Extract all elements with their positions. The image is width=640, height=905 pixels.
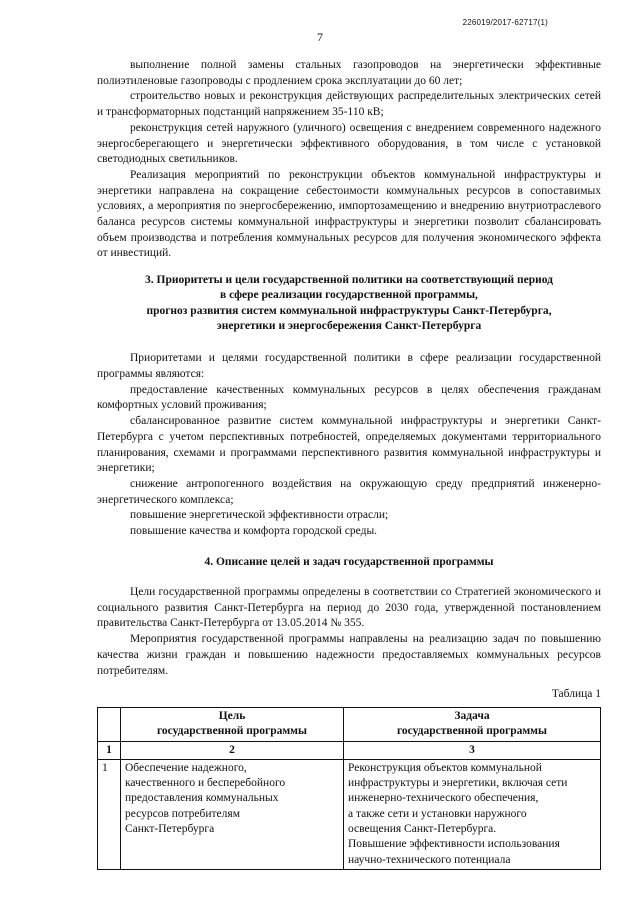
table-header-row [98, 707, 601, 741]
document-body [97, 58, 601, 870]
header-cell-number [98, 707, 121, 741]
paragraph: снижение антропогенного воздействия на окружающую среду предприятий инженерно-энергетического комплекса; [97, 477, 601, 506]
row-number: 1 [98, 759, 121, 869]
heading-line: прогноз развития систем коммунальной инфраструктуры Санкт-Петербурга, [146, 304, 552, 317]
task-cell: Реконструкция объектов коммунальной инфраструктуры и энергетики, включая сети инженерно-технического обеспечения, а также сети и установки наружного освещения Санкт-Петербурга. Повышение эффективности использования научно-технического потенциала [344, 759, 601, 869]
paragraph: Приоритетами и целями государственной политики в сфере реализации государственной программы являются: [97, 352, 601, 381]
paragraph: Реализация мероприятий по реконструкции объектов коммунальной инфраструктуры и энергетики направлена на сокращение себестоимости коммунальных ресурсов в сопоставимых условиях, а мероприятия по энергосбережению, импортозамещению и внедрению внутриотраслевого баланса ресурсов системы коммунальной инфраструктуры и энергетики позволит сбалансировать объем производства и потребления коммунальных ресурсов для получения экономического эффекта от инвестиций. [97, 168, 601, 260]
heading-line: в сфере реализации государственной программы, [220, 289, 478, 302]
paragraph: выполнение полной замены стальных газопроводов на энергетически эффективные полиэтиленовые газопроводы с продлением срока эксплуатации до 60 лет; [97, 59, 601, 87]
column-number: 3 [344, 741, 601, 759]
heading-line: 3. Приоритеты и цели государственной политики на соответствующий период [145, 274, 553, 287]
paragraph: Цели государственной программы определены в соответствии со Стратегией экономического и социального развития Санкт-Петербурга на период до 2030 года, утвержденной постановлением правительства Санкт-Петербурга от 13.05.2014 № 355. [97, 586, 601, 630]
paragraph: строительство новых и реконструкция действующих распределительных электрических сетей и трансформаторных подстанций напряжением 35-110 кВ; [97, 90, 601, 119]
table-row [98, 759, 601, 869]
column-number: 2 [121, 741, 344, 759]
heading-line: энергетики и энергосбережения Санкт-Петербурга [216, 320, 482, 333]
paragraph: сбалансированное развитие систем коммунальной инфраструктуры и энергетики Санкт-Петербурга с учетом перспективных потребностей, определяемых документами территориального планирования, схемами и программами перспективного развития коммунальной инфраструктуры и энергетики; [97, 415, 601, 475]
page-number: 7 [317, 30, 323, 44]
paragraph: повышение качества и комфорта городской среды. [130, 525, 378, 538]
column-number: 1 [98, 741, 121, 759]
section-4-heading: 4. Описание целей и задач государственной программы [204, 555, 494, 568]
paragraph: предоставление качественных коммунальных ресурсов в целях обеспечения гражданам комфортных условий проживания; [97, 383, 601, 412]
section-3-heading [97, 273, 601, 334]
table-numbering-row [98, 741, 601, 759]
paragraph: реконструкция сетей наружного (уличного) освещения с внедрением современного надежного энергосберегающего и энергетически эффективного оборудования, в том числе с установкой светодиодных светильников. [97, 121, 601, 166]
table-caption: Таблица 1 [551, 688, 601, 701]
document-id: 226019/2017-62717(1) [462, 18, 548, 27]
paragraph: повышение энергетической эффективности отрасли; [130, 509, 389, 522]
header-cell-goal: Цель государственной программы [121, 707, 344, 741]
paragraph: Мероприятия государственной программы направлены на реализацию задач по повышению качества жизни граждан и повышению надежности предоставляемых коммунальных ресурсов потребителям. [97, 633, 601, 677]
goal-cell: Обеспечение надежного, качественного и бесперебойного предоставления коммунальных ресурсов потребителям Санкт-Петербурга [121, 759, 344, 869]
header-cell-task: Задача государственной программы [344, 707, 601, 741]
goals-table [97, 707, 601, 870]
